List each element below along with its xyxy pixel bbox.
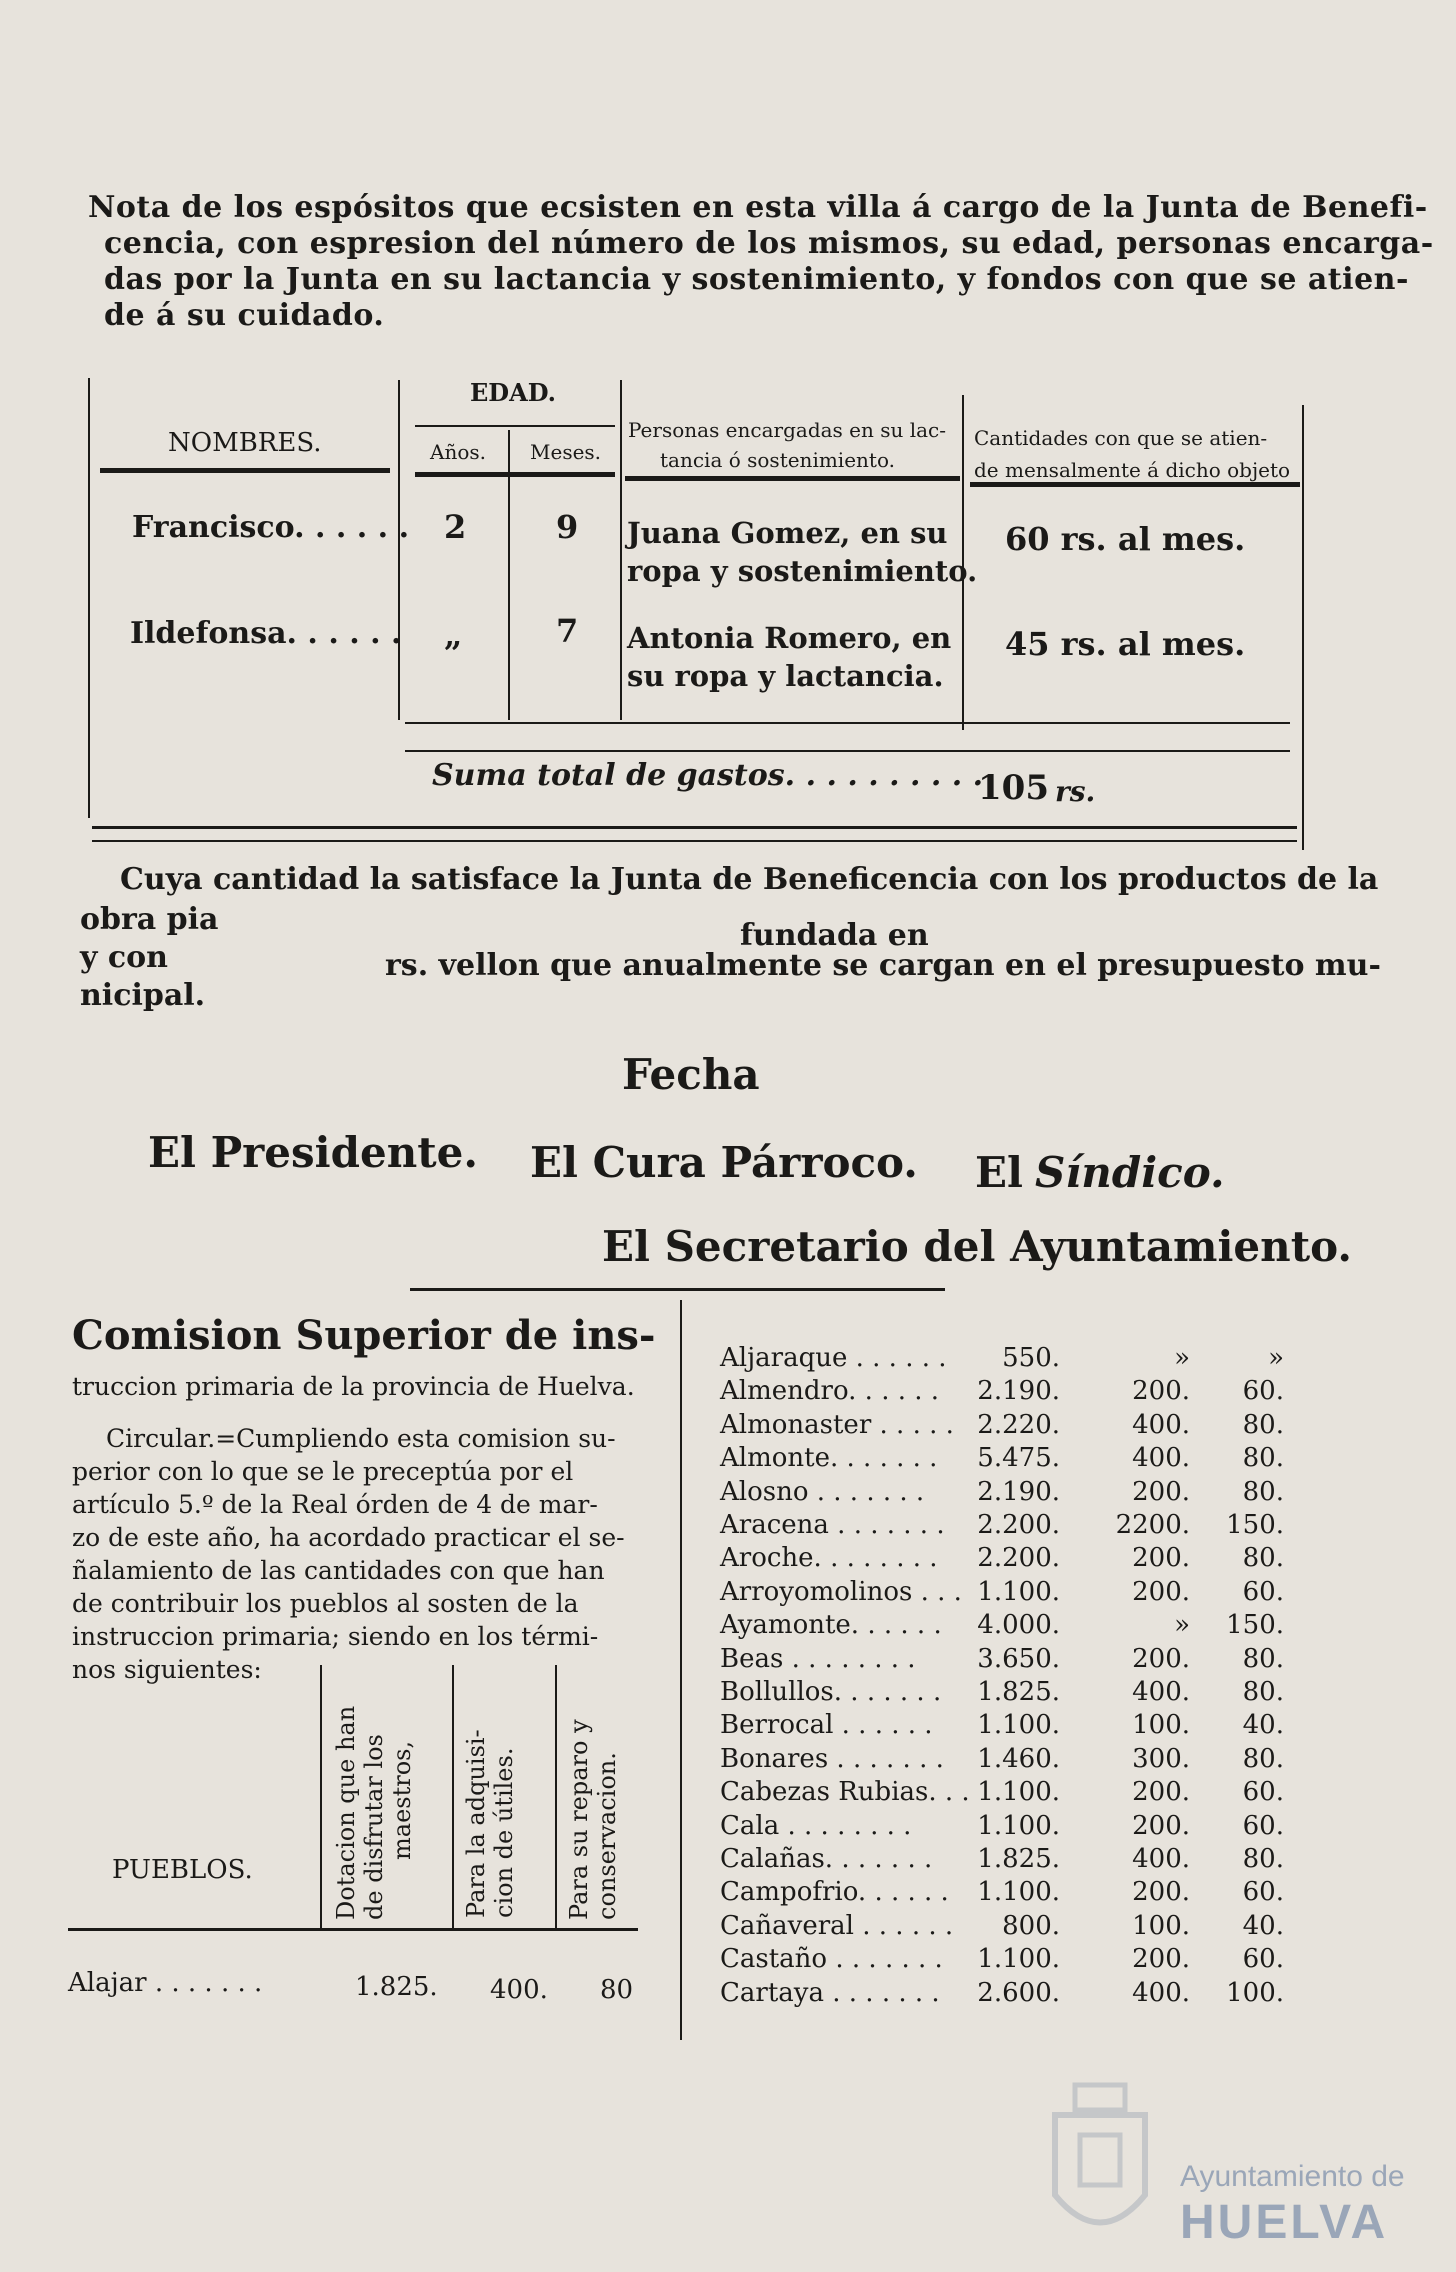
pueblo-utiles: 400. bbox=[1132, 1978, 1190, 2008]
pueblo-name: Alajar . . . . . . . bbox=[68, 1968, 263, 1998]
pueblo-row bbox=[720, 1777, 1290, 1810]
pueblo-utiles: 200. bbox=[1132, 1644, 1190, 1674]
pueblo-utiles: » bbox=[1174, 1343, 1190, 1373]
pueblo-row bbox=[720, 1877, 1290, 1910]
pueblo-utiles: 2200. bbox=[1115, 1510, 1190, 1540]
header-reparo-line: Para su reparo y bbox=[565, 1719, 593, 1920]
row-meses: 9 bbox=[556, 508, 579, 546]
pueblo-row bbox=[720, 1443, 1290, 1476]
note-line: de á su cuidado. bbox=[104, 298, 385, 333]
table-border-left bbox=[88, 378, 90, 818]
pueblo-name: Aracena . . . . . . . bbox=[720, 1510, 945, 1540]
row-name: Ildefonsa. . . . . . bbox=[130, 616, 402, 651]
header-personas: tancia ó sostenimiento. bbox=[660, 448, 895, 472]
header-rule bbox=[625, 476, 960, 481]
pueblo-utiles: 200. bbox=[1132, 1577, 1190, 1607]
pueblo-reparo: 60. bbox=[1242, 1577, 1284, 1607]
table-divider bbox=[398, 380, 400, 720]
pueblo-reparo: 40. bbox=[1242, 1911, 1284, 1941]
pueblo-dotacion: 2.600. bbox=[977, 1978, 1060, 2008]
pueblo-dotacion: 3.650. bbox=[977, 1644, 1060, 1674]
pueblo-reparo: 60. bbox=[1242, 1777, 1284, 1807]
table-bottom-rule bbox=[92, 840, 1297, 842]
sindico-signature: Síndico. bbox=[1035, 1148, 1225, 1197]
pueblo-row bbox=[720, 1343, 1290, 1376]
pueblo-row bbox=[720, 1610, 1290, 1643]
header-adquisicion-line: Para la adquisi- bbox=[462, 1729, 490, 1918]
pueblo-utiles: 200. bbox=[1132, 1376, 1190, 1406]
header-nombres: NOMBRES. bbox=[168, 428, 322, 458]
pueblo-utiles: 400. bbox=[1132, 1410, 1190, 1440]
pueblo-reparo: 80 bbox=[600, 1975, 634, 2005]
body-line: artículo 5.º de la Real órden de 4 de mar- bbox=[72, 1490, 598, 1519]
pueblo-reparo: 100. bbox=[1226, 1978, 1284, 2008]
pueblo-row bbox=[720, 1577, 1290, 1610]
pueblo-utiles: 400. bbox=[1132, 1677, 1190, 1707]
note-line: das por la Junta en su lactancia y sostenimiento, y fondos con que se atien- bbox=[104, 262, 1409, 297]
row-name: Francisco. . . . . . bbox=[132, 510, 410, 545]
header-adquisicion bbox=[462, 1729, 518, 1918]
pueblo-name: Cabezas Rubias. . . bbox=[720, 1777, 970, 1807]
pueblo-name: Arroyomolinos . . . bbox=[720, 1577, 962, 1607]
pueblo-reparo: 80. bbox=[1242, 1744, 1284, 1774]
pueblo-dotacion: 2.200. bbox=[977, 1543, 1060, 1573]
header-personas: Personas encargadas en su lac- bbox=[628, 418, 947, 442]
paragraph-obra-pia: obra pia bbox=[80, 902, 219, 937]
row-meses: 7 bbox=[556, 612, 579, 650]
comision-subtitle: truccion primaria de la provincia de Huelva. bbox=[72, 1372, 635, 1401]
body-line: de contribuir los pueblos al sosten de la bbox=[72, 1589, 579, 1618]
table-bottom-rule bbox=[92, 826, 1297, 829]
pueblo-reparo: 80. bbox=[1242, 1543, 1284, 1573]
pueblo-row bbox=[720, 1844, 1290, 1877]
pueblo-reparo: 80. bbox=[1242, 1477, 1284, 1507]
total-value: 105 bbox=[978, 768, 1049, 808]
row-cantidad: 45 rs. al mes. bbox=[1005, 625, 1246, 663]
row-anos: „ bbox=[444, 616, 463, 654]
mini-table-rule bbox=[68, 1928, 638, 1931]
pueblo-utiles: » bbox=[1174, 1610, 1190, 1640]
pueblo-dotacion: 1.825. bbox=[355, 1972, 438, 2002]
comision-title: Comision Superior de ins- bbox=[72, 1312, 656, 1359]
pueblo-reparo: 60. bbox=[1242, 1376, 1284, 1406]
pueblo-dotacion: 2.220. bbox=[977, 1410, 1060, 1440]
pueblo-dotacion: 2.190. bbox=[977, 1477, 1060, 1507]
body-line: perior con lo que se le preceptúa por el bbox=[72, 1457, 574, 1486]
edad-rule bbox=[415, 425, 615, 427]
pueblo-reparo: 80. bbox=[1242, 1844, 1284, 1874]
pueblo-reparo: 40. bbox=[1242, 1710, 1284, 1740]
table-border-right bbox=[1302, 405, 1304, 850]
header-rule bbox=[970, 482, 1300, 487]
pueblo-row bbox=[720, 1477, 1290, 1510]
pueblo-dotacion: 1.100. bbox=[977, 1877, 1060, 1907]
header-dotacion-line: de disfrutar los bbox=[360, 1734, 388, 1920]
pueblo-row bbox=[720, 1978, 1290, 2011]
mini-table-divider bbox=[452, 1665, 454, 1930]
pueblo-name: Aroche. . . . . . . . bbox=[720, 1543, 938, 1573]
sindico-el: El bbox=[975, 1148, 1023, 1197]
pueblo-name: Cala . . . . . . . . bbox=[720, 1811, 912, 1841]
pueblo-row bbox=[720, 1744, 1290, 1777]
header-dotacion bbox=[332, 1706, 416, 1920]
pueblo-dotacion: 2.190. bbox=[977, 1376, 1060, 1406]
total-label: Suma total de gastos. . . . . . . . . . bbox=[432, 758, 984, 793]
header-meses: Meses. bbox=[530, 440, 602, 464]
pueblo-row bbox=[720, 1543, 1290, 1576]
watermark-line1: Ayuntamiento de bbox=[1180, 2160, 1405, 2193]
pueblo-row bbox=[720, 1410, 1290, 1443]
pueblo-utiles: 300. bbox=[1132, 1744, 1190, 1774]
pueblo-reparo: » bbox=[1268, 1343, 1284, 1373]
pueblo-utiles: 200. bbox=[1132, 1543, 1190, 1573]
pueblo-row bbox=[720, 1811, 1290, 1844]
total-unit: rs. bbox=[1055, 775, 1096, 808]
pueblo-utiles: 200. bbox=[1132, 1877, 1190, 1907]
body-line: ñalamiento de las cantidades con que han bbox=[72, 1556, 605, 1585]
pueblo-row bbox=[720, 1510, 1290, 1543]
pueblo-name: Alosno . . . . . . . bbox=[720, 1477, 925, 1507]
row-anos: 2 bbox=[444, 508, 467, 546]
pueblo-name: Bollullos. . . . . . . bbox=[720, 1677, 942, 1707]
body-line: zo de este año, ha acordado practicar el se- bbox=[72, 1523, 625, 1552]
row-persona: Antonia Romero, en bbox=[627, 621, 952, 655]
pueblo-name: Castaño . . . . . . . bbox=[720, 1944, 943, 1974]
paragraph-nicipal: nicipal. bbox=[80, 978, 206, 1013]
header-rule bbox=[100, 468, 390, 473]
header-adquisicion-line: cion de útiles. bbox=[490, 1747, 518, 1918]
header-anos: Años. bbox=[430, 440, 486, 464]
pueblo-utiles: 400. bbox=[1132, 1844, 1190, 1874]
paragraph-line: rs. vellon que anualmente se cargan en el presupuesto mu- bbox=[385, 948, 1381, 983]
pueblo-reparo: 80. bbox=[1242, 1677, 1284, 1707]
pueblo-reparo: 150. bbox=[1226, 1610, 1284, 1640]
body-line: nos siguientes: bbox=[72, 1655, 262, 1684]
header-edad: EDAD. bbox=[470, 378, 557, 407]
pueblo-reparo: 150. bbox=[1226, 1510, 1284, 1540]
column-divider bbox=[680, 1300, 682, 2040]
presidente-signature: El Presidente. bbox=[148, 1128, 478, 1177]
pueblo-dotacion: 1.100. bbox=[977, 1944, 1060, 1974]
pueblo-row bbox=[720, 1677, 1290, 1710]
header-reparo-line: conservacion. bbox=[593, 1752, 621, 1920]
note-line: cencia, con espresion del número de los mismos, su edad, personas encarga- bbox=[104, 226, 1434, 261]
pueblo-reparo: 80. bbox=[1242, 1410, 1284, 1440]
pueblo-name: Beas . . . . . . . . bbox=[720, 1644, 916, 1674]
comision-body bbox=[72, 1422, 625, 1686]
mini-table-divider bbox=[320, 1665, 322, 1930]
huelva-crest-icon bbox=[1045, 2075, 1155, 2255]
pueblo-row bbox=[720, 1376, 1290, 1409]
pueblo-name: Almendro. . . . . . bbox=[720, 1376, 940, 1406]
paragraph-line: Cuya cantidad la satisface la Junta de Beneficencia con los productos de la bbox=[120, 862, 1379, 897]
pueblo-name: Almonte. . . . . . . bbox=[720, 1443, 938, 1473]
pueblo-dotacion: 1.100. bbox=[977, 1777, 1060, 1807]
pueblo-dotacion: 800. bbox=[1002, 1911, 1060, 1941]
fecha-label: Fecha bbox=[622, 1050, 760, 1099]
pueblo-reparo: 80. bbox=[1242, 1644, 1284, 1674]
row-persona: su ropa y lactancia. bbox=[627, 659, 944, 693]
table-rule bbox=[405, 750, 1290, 752]
pueblo-name: Aljaraque . . . . . . bbox=[720, 1343, 947, 1373]
pueblo-row bbox=[720, 1710, 1290, 1743]
pueblo-utiles: 400. bbox=[490, 1975, 548, 2005]
pueblo-dotacion: 1.825. bbox=[977, 1677, 1060, 1707]
pueblo-name: Bonares . . . . . . . bbox=[720, 1744, 944, 1774]
header-dotacion-line: maestros, bbox=[388, 1740, 416, 1860]
table-rule bbox=[405, 722, 1290, 724]
watermark-line2: HUELVA bbox=[1180, 2196, 1389, 2249]
body-line: Circular.=Cumpliendo esta comision su- bbox=[106, 1424, 616, 1453]
pueblo-dotacion: 1.825. bbox=[977, 1844, 1060, 1874]
row-persona: ropa y sostenimiento. bbox=[627, 554, 978, 588]
pueblo-utiles: 200. bbox=[1132, 1811, 1190, 1841]
pueblo-name: Almonaster . . . . . bbox=[720, 1410, 954, 1440]
pueblo-utiles: 100. bbox=[1132, 1911, 1190, 1941]
pueblo-dotacion: 550. bbox=[1002, 1343, 1060, 1373]
pueblo-utiles: 200. bbox=[1132, 1777, 1190, 1807]
header-rule bbox=[415, 472, 615, 477]
header-dotacion-line: Dotacion que han bbox=[332, 1705, 360, 1920]
note-heading bbox=[88, 190, 1434, 334]
pueblo-utiles: 200. bbox=[1132, 1944, 1190, 1974]
pueblo-dotacion: 4.000. bbox=[977, 1610, 1060, 1640]
pueblo-dotacion: 5.475. bbox=[977, 1443, 1060, 1473]
pueblo-row bbox=[720, 1644, 1290, 1677]
section-rule bbox=[410, 1288, 945, 1291]
pueblo-name: Campofrio. . . . . . bbox=[720, 1877, 949, 1907]
pueblo-row bbox=[720, 1911, 1290, 1944]
pueblo-dotacion: 1.460. bbox=[977, 1744, 1060, 1774]
mini-table-divider bbox=[555, 1665, 557, 1930]
header-cantidades: Cantidades con que se atien- bbox=[974, 426, 1268, 450]
header-pueblos: PUEBLOS. bbox=[112, 1855, 253, 1885]
secretario-signature: El Secretario del Ayuntamiento. bbox=[602, 1222, 1352, 1271]
paragraph-fundada: fundada en bbox=[740, 918, 929, 953]
pueblo-row bbox=[720, 1944, 1290, 1977]
pueblo-reparo: 60. bbox=[1242, 1944, 1284, 1974]
pueblo-dotacion: 1.100. bbox=[977, 1577, 1060, 1607]
pueblo-name: Calañas. . . . . . . bbox=[720, 1844, 933, 1874]
header-cantidades: de mensalmente á dicho objeto bbox=[974, 458, 1291, 482]
pueblo-reparo: 60. bbox=[1242, 1811, 1284, 1841]
body-line: instruccion primaria; siendo en los térmi- bbox=[72, 1622, 599, 1651]
pueblo-utiles: 100. bbox=[1132, 1710, 1190, 1740]
pueblo-utiles: 400. bbox=[1132, 1443, 1190, 1473]
pueblo-dotacion: 1.100. bbox=[977, 1710, 1060, 1740]
pueblo-dotacion: 2.200. bbox=[977, 1510, 1060, 1540]
pueblo-name: Cartaya . . . . . . . bbox=[720, 1978, 940, 2008]
row-cantidad: 60 rs. al mes. bbox=[1005, 520, 1246, 558]
cura-signature: El Cura Párroco. bbox=[530, 1138, 918, 1187]
pueblo-reparo: 80. bbox=[1242, 1443, 1284, 1473]
table-divider bbox=[620, 380, 622, 720]
row-persona: Juana Gomez, en su bbox=[627, 516, 948, 550]
pueblo-name: Cañaveral . . . . . . bbox=[720, 1911, 954, 1941]
pueblo-reparo: 60. bbox=[1242, 1877, 1284, 1907]
pueblo-dotacion: 1.100. bbox=[977, 1811, 1060, 1841]
paragraph-y-con: y con bbox=[80, 940, 168, 975]
pueblo-name: Berrocal . . . . . . bbox=[720, 1710, 933, 1740]
pueblo-name: Ayamonte. . . . . . bbox=[720, 1610, 942, 1640]
note-line: Nota de los espósitos que ecsisten en esta villa á cargo de la Junta de Benefi- bbox=[88, 190, 1428, 225]
pueblo-utiles: 200. bbox=[1132, 1477, 1190, 1507]
header-reparo bbox=[565, 1719, 621, 1920]
